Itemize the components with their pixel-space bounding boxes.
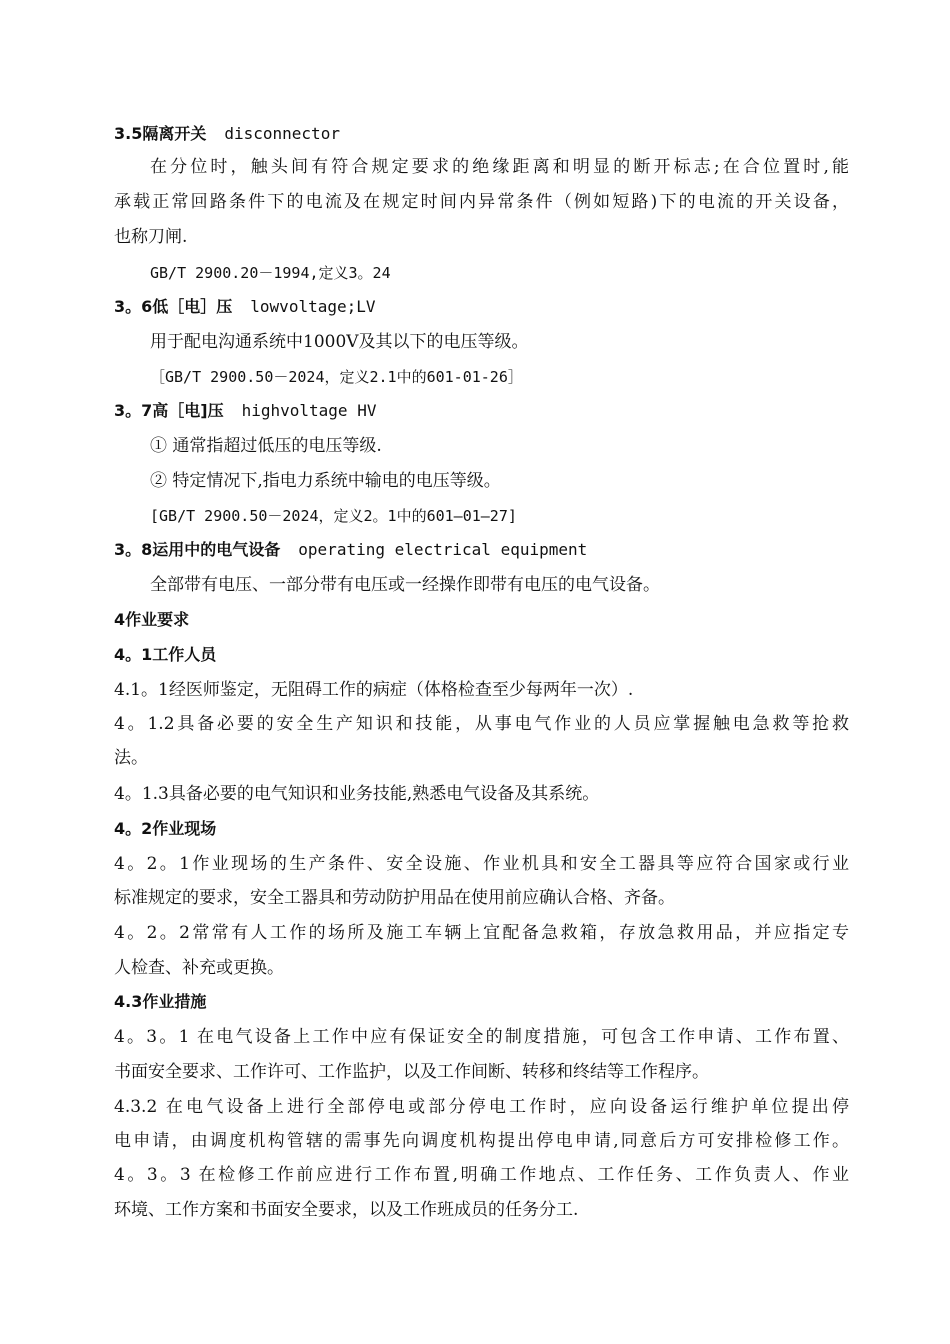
section-3-8-title: 3。8运用中的电气设备 — [114, 540, 281, 559]
clause-4-3-1-line-2: 书面安全要求、工作许可、工作监护，以及工作间断、转移和终结等工作程序。 — [114, 1062, 709, 1082]
section-3-6-title: 3。6低［电］压 — [114, 297, 233, 316]
clause-4-1-2-line-2: 法。 — [114, 748, 148, 768]
section-3-7-reference: [GB/T 2900.50－2024，定义2。1中的601—01—27] — [150, 507, 517, 525]
clause-4-1-2-line-1: 4。1.2具备必要的安全生产知识和技能，从事电气作业的人员应掌握触电急救等抢救 — [114, 714, 849, 734]
clause-4-3-3-line-1: 4。3。3 在检修工作前应进行工作布置,明确工作地点、工作任务、工作负责人、作业 — [114, 1165, 849, 1185]
section-3-7-item-2: ② 特定情况下,指电力系统中输电的电压等级。 — [150, 471, 501, 491]
clause-4-2-1-line-2: 标准规定的要求，安全工器具和劳动防护用品在使用前应确认合格、齐备。 — [114, 888, 675, 908]
section-3-7-item-1: ① 通常指超过低压的电压等级. — [150, 436, 382, 456]
section-3-8-definition: 全部带有电压、一部分带有电压或一经操作即带有电压的电气设备。 — [150, 575, 660, 595]
section-3-6-english-term: lowvoltage;LV — [250, 297, 376, 316]
section-3-8-english-term: operating electrical equipment — [298, 540, 588, 559]
section-3-5-title: 3.5隔离开关 — [114, 124, 207, 143]
section-3-6-reference: ［GB/T 2900.50－2024，定义2.1中的601-01-26］ — [150, 368, 523, 386]
section-3-5-reference: GB/T 2900.20－1994,定义3。24 — [150, 264, 391, 282]
clause-4-3-2-line-2: 电申请，由调度机构管辖的需事先向调度机构提出停电申请,同意后方可安排检修工作。 — [114, 1131, 849, 1151]
section-4-heading: 4作业要求 — [114, 610, 190, 629]
section-4-3-heading: 4.3作业措施 — [114, 992, 207, 1011]
section-3-7-english-term: highvoltage HV — [241, 401, 377, 420]
clause-4-2-2-line-1: 4。2。2常常有人工作的场所及施工车辆上宜配备急救箱，存放急救用品，并应指定专 — [114, 923, 849, 943]
clause-4-2-2-line-2: 人检查、补充或更换。 — [114, 958, 284, 978]
clause-4-1-1: 4.1。1经医师鉴定，无阻碍工作的病症（体格检查至少每两年一次）. — [114, 680, 634, 700]
section-3-5-english-term: disconnector — [224, 124, 340, 143]
section-3-5-heading — [114, 122, 340, 146]
clause-4-3-3-line-2: 环境、工作方案和书面安全要求，以及工作班成员的任务分工. — [114, 1200, 579, 1220]
clause-4-1-3: 4。1.3具备必要的电气知识和业务技能,熟悉电气设备及其系统。 — [114, 784, 600, 804]
clause-4-2-1-line-1: 4。2。1作业现场的生产条件、安全设施、作业机具和安全工器具等应符合国家或行业 — [114, 854, 849, 874]
clause-4-3-2-line-1: 4.3.2 在电气设备上进行全部停电或部分停电工作时，应向设备运行维护单位提出停 — [114, 1097, 849, 1117]
section-4-2-heading: 4。2作业现场 — [114, 819, 217, 838]
section-3-5-definition-line-2: 承载正常回路条件下的电流及在规定时间内异常条件（例如短路)下的电流的开关设备， — [114, 192, 849, 212]
section-3-5-definition-line-3: 也称刀闸. — [114, 227, 188, 247]
clause-4-3-1-line-1: 4。3。1 在电气设备上工作中应有保证安全的制度措施，可包含工作申请、工作布置、 — [114, 1027, 849, 1047]
section-3-7-title: 3。7高［电]压 — [114, 401, 224, 420]
section-4-1-heading: 4。1工作人员 — [114, 645, 217, 664]
section-3-7-heading — [114, 399, 376, 423]
section-3-8-heading — [114, 538, 587, 562]
section-3-5-definition-line-1: 在分位时，触头间有符合规定要求的绝缘距离和明显的断开标志;在合位置时,能 — [150, 157, 849, 177]
section-3-6-heading — [114, 295, 376, 319]
section-3-6-definition: 用于配电沟通系统中1000V及其以下的电压等级。 — [150, 332, 529, 352]
